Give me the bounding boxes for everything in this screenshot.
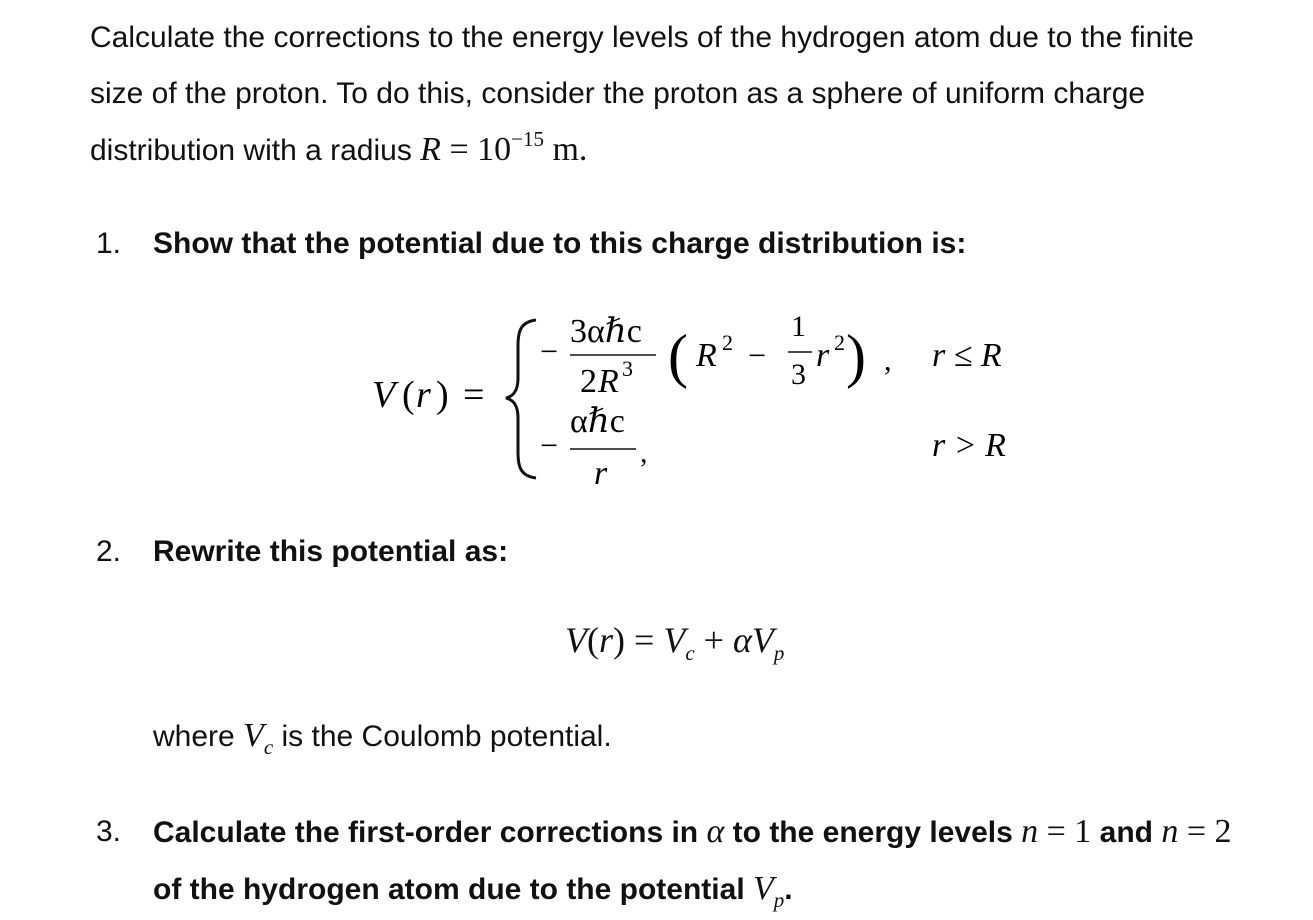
case1-paren-close: ) xyxy=(846,323,866,389)
case1-condition: r ≤ R xyxy=(932,337,1002,374)
case1-third-numerator: 1 xyxy=(791,310,806,343)
eq2-Vp-subscript: p xyxy=(773,641,785,665)
item-3-period: . xyxy=(784,873,793,906)
item-3-alpha: α xyxy=(706,813,725,850)
item-1-text: Show that the potential due to this charge distribution is: xyxy=(153,227,967,260)
eq2-alpha: α xyxy=(732,620,752,660)
item-3-text-2: to the energy levels xyxy=(724,816,1022,849)
item-3-text xyxy=(153,804,1263,920)
where-Vc: V xyxy=(243,717,264,754)
case2-minus: − xyxy=(540,427,559,463)
item-3-Vp-subscript: p xyxy=(773,888,785,912)
coulomb-note xyxy=(153,708,612,767)
where-text-1: where xyxy=(153,720,244,753)
case1-minus: − xyxy=(540,333,559,369)
eq2-plus: + xyxy=(694,620,733,660)
lhs-close-paren: ) xyxy=(436,374,449,416)
potential-decomposition-equation xyxy=(565,612,784,673)
potential-piecewise-equation xyxy=(360,300,1060,500)
eq2-open-paren: ( xyxy=(587,620,599,660)
radius-exponent: −15 xyxy=(511,127,544,151)
case2-comma: , xyxy=(640,436,648,469)
case1-R-exponent: 2 xyxy=(722,330,733,355)
case1-den-exponent: 3 xyxy=(622,356,633,381)
case2-condition: r > R xyxy=(932,427,1006,464)
intro-text: Calculate the corrections to the energy levels of the hydrogen atom due to the finite size of the proton. To do this, consider the proton as a sphere of uniform charge distribution with a radius xyxy=(90,21,1194,167)
eq2-V: V xyxy=(565,620,587,660)
list-number-3: 3. xyxy=(96,815,122,848)
case1-r-exponent: 2 xyxy=(834,330,845,355)
item-3-n2: n xyxy=(1161,813,1179,850)
equals-sign: = xyxy=(449,131,469,168)
case2-numerator: αℏc xyxy=(570,403,625,440)
case1-third-denominator: 3 xyxy=(791,358,806,391)
lhs-V: V xyxy=(372,374,396,416)
where-text-2: is the Coulomb potential. xyxy=(273,720,612,753)
item-3-eq2: = xyxy=(1178,813,1215,850)
item-3-n1: n xyxy=(1021,813,1039,850)
eq2-Vc-subscript: c xyxy=(685,641,695,665)
eq2-Vc: V xyxy=(663,620,686,660)
item-3-eq1: = xyxy=(1038,813,1075,850)
eq2-equals: = xyxy=(625,620,664,660)
lhs-equals: = xyxy=(463,374,485,416)
intro-paragraph xyxy=(90,10,1250,181)
case1-paren-open: ( xyxy=(668,323,688,389)
list-number-1: 1. xyxy=(96,227,122,260)
case1-R: R xyxy=(696,337,717,374)
case1-minus-2: − xyxy=(748,337,767,373)
item-3-one: 1 xyxy=(1074,813,1092,850)
item-3-text-3: and xyxy=(1091,816,1162,849)
radius-unit: m. xyxy=(552,131,588,168)
item-2-text: Rewrite this potential as: xyxy=(153,535,509,568)
eq2-Vp: V xyxy=(751,620,774,660)
eq2-r: r xyxy=(599,620,614,660)
list-number-2: 2. xyxy=(96,535,122,568)
case1-comma: , xyxy=(884,344,892,377)
radius-symbol: R xyxy=(420,131,441,168)
item-3-text-4: of the hydrogen atom due to the potential xyxy=(153,816,1240,906)
case1-den-R: R xyxy=(598,363,619,400)
case1-numerator: 3αℏc xyxy=(570,313,642,350)
lhs-r: r xyxy=(416,374,431,416)
case1-r: r xyxy=(816,337,830,374)
left-brace-icon xyxy=(506,320,536,478)
equation-1-svg xyxy=(360,300,1060,500)
eq2-close-paren: ) xyxy=(613,620,626,660)
lhs-open-paren: ( xyxy=(402,374,415,416)
item-3-Vp: V xyxy=(753,870,774,907)
case2-denominator: r xyxy=(594,455,608,492)
case1-den-coef: 2 xyxy=(580,363,597,400)
item-3-two: 2 xyxy=(1214,813,1232,850)
radius-base: 10 xyxy=(477,131,512,168)
where-Vc-subscript: c xyxy=(263,735,274,759)
radius-math xyxy=(420,127,588,168)
item-3-text-1: Calculate the first-order corrections in xyxy=(153,816,707,849)
